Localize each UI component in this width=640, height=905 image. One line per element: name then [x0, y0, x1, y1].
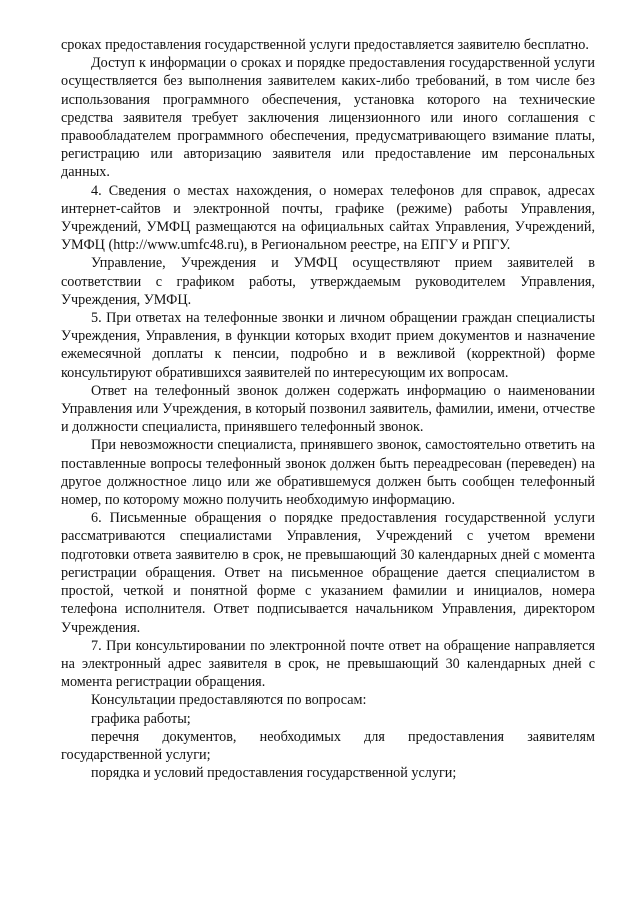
paragraph-call-redirect: При невозможности специалиста, принявшего звонок, самостоятельно ответить на поставленные вопросы телефонный звонок должен быть переадресован (переведен) на другое должностное лицо или же обратившемуся должен быть сообщен телефонный номер, по которому можно получить необходимую информацию.: [61, 437, 595, 509]
paragraph-item-6-written-requests: 6. Письменные обращения о порядке предоставления государственной услуги рассматриваются специалистами Управления, Учреждений с учетом времени подготовки ответа заявителю в срок, не превышающий 30 календарных дней с момента регистрации обращения. Ответ на письменное обращение дается специалистом в простой, четкой и понятной форме с указанием фамилии и инициалов, номера телефона исполнителя. Ответ подписывается начальником Управления, директором Учреждения.: [61, 510, 595, 636]
paragraph-phone-answer-content: Ответ на телефонный звонок должен содержать информацию о наименовании Управления или Учреждения, в который позвонил заявитель, фамилии, имени, отчестве и должности специалиста, принявшего телефонный звонок.: [61, 382, 595, 436]
document-page: [61, 36, 595, 782]
paragraph-fee-continuation: сроках предоставления государственной услуги предоставляется заявителю бесплатно.: [61, 37, 589, 53]
paragraph-reception-schedule: Управление, Учреждения и УМФЦ осуществляют прием заявителей в соответствии с графиком работы, утверждаемым руководителем Управления, Учреждения, УМФЦ.: [61, 255, 595, 308]
list-item-documents: перечня документов, необходимых для предоставления заявителям государственной услуги;: [61, 728, 595, 763]
paragraph-item-4-locations: 4. Сведения о местах нахождения, о номерах телефонов для справок, адресах интернет-сайтов и электронной почты, графике (режиме) работы Управления, Учреждений, УМФЦ размещаются на официальных сайтах Управления, Учреждений, УМФЦ (http://www.umfc48.ru), в Региональном реестре, на ЕПГУ и РПГУ.: [61, 182, 595, 254]
paragraph-access-info: Доступ к информации о сроках и порядке предоставления государственной услуги осуществляется без выполнения заявителем каких-либо требований, в том числе без использования программного обеспечения, установка которого на технические средства заявителя требует заключения лицензионного или иного соглашения с правообладателем программного обеспечения, предусматривающего взимание платы, регистрацию или авторизацию заявителя или предоставление им персональных данных.: [61, 55, 595, 181]
paragraph-item-7-email: 7. При консультировании по электронной почте ответ на обращение направляется на электронный адрес заявителя в срок, не превышающий 30 календарных дней с момента регистрации обращения.: [61, 637, 595, 691]
paragraph-item-5-phone-calls: 5. При ответах на телефонные звонки и личном обращении граждан специалисты Учреждения, Управления, в функции которых входит прием документов и назначение ежемесячной доплаты к пенсии, подробно и в вежливой (корректной) форме консультируют обратившихся заявителей по интересующим их вопросам.: [61, 310, 595, 381]
paragraph-consultation-topics: Консультации предоставляются по вопросам:: [91, 692, 367, 709]
list-item-conditions: порядка и условий предоставления государственной услуги;: [91, 765, 457, 782]
list-item-schedule: графика работы;: [91, 710, 191, 727]
